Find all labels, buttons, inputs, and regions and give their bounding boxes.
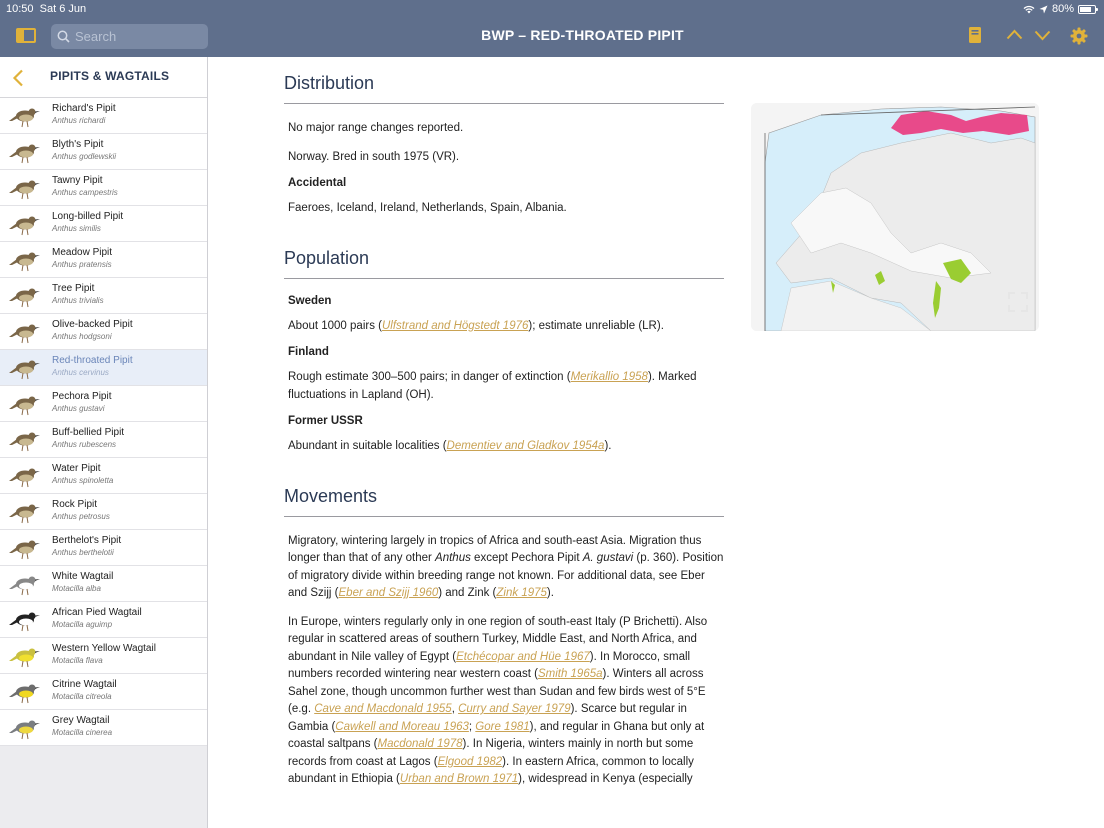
bird-thumbnail-icon [8,355,42,381]
sidebar-title: PIPITS & WAGTAILS [50,69,170,83]
subheading-finland: Finland [288,346,329,358]
species-common-name: Blyth's Pipit [52,139,104,150]
species-common-name: Buff-bellied Pipit [52,427,125,438]
population-section [284,248,724,456]
species-item[interactable] [0,206,207,242]
bird-thumbnail-icon [8,211,42,237]
bird-thumbnail-icon [8,283,42,309]
bird-thumbnail-icon [8,319,42,345]
reference-link[interactable]: Zink 1975 [496,587,547,599]
reference-link[interactable]: Ulfstrand and Högstedt 1976 [381,319,529,332]
paragraph: Faeroes, Iceland, Ireland, Netherlands, Spain, Albania. [288,202,567,214]
species-item[interactable] [0,314,207,350]
paragraph: In Europe, winters regularly only in one region of south-east Italy (P Brichetti). Also regular in scattered areas of southern Turkey, Middle East, and North Africa, and abundant in Nile valley of Egypt (Etchécopar and Hüe 1967). In Morocco, small numbers recorded wintering near western coast (Smith 1965a). Winters all across Sahel zone, though uncommon further west than Sudan and few birds west of 5°E (e.g. Cave and Macdonald 1955, Curry and Sayer 1979). Scarce but regular in Gambia (Cawkell and Moreau 1963; Gore 1981), and regular in Ghana but only at coastal saltpans (Macdonald 1978). In Nigeria, winters mainly in north but some records from coast at Lagos (Elgood 1982). In eastern Africa, common to locally abundant in Ethiopia (Urban and Brown 1971), widespread in Kenya (especially [288,615,708,785]
species-latin-name: Anthus berthelotii [52,548,114,557]
movements-section [284,486,724,789]
species-common-name: Water Pipit [52,463,101,474]
search-icon [57,30,70,43]
species-latin-name: Motacilla citreola [52,692,112,701]
reference-link[interactable]: Gore 1981 [475,720,530,733]
species-item[interactable] [0,638,207,674]
species-item[interactable] [0,98,207,134]
location-icon [1039,5,1048,14]
top-bar [0,0,1104,57]
bird-thumbnail-icon [8,139,42,165]
species-item[interactable] [0,674,207,710]
article [284,73,724,819]
species-common-name: Berthelot's Pipit [52,535,122,546]
species-latin-name: Anthus godlewskii [52,152,117,161]
species-common-name: Tree Pipit [52,283,95,294]
species-item[interactable] [0,710,207,746]
battery-icon [1078,5,1096,14]
book-icon[interactable] [968,26,982,44]
species-common-name: White Wagtail [52,571,114,582]
species-latin-name: Anthus rubescens [52,440,117,449]
species-common-name: Long-billed Pipit [52,211,124,222]
main-content [209,57,1104,828]
reference-link[interactable]: Macdonald 1978 [377,738,463,750]
bird-thumbnail-icon [8,607,42,633]
species-item[interactable] [0,566,207,602]
subheading-sweden: Sweden [288,294,332,307]
species-common-name: Pechora Pipit [52,391,112,402]
paragraph: No major range changes reported. [288,122,464,134]
bird-thumbnail-icon [8,391,42,417]
movements-heading: Movements [284,486,724,517]
species-latin-name: Motacilla aguimp [52,620,113,629]
species-item[interactable] [0,242,207,278]
species-common-name: Western Yellow Wagtail [52,643,156,654]
species-item[interactable] [0,350,207,386]
back-chevron-icon[interactable] [12,69,24,87]
paragraph: Abundant in suitable localities (Dementiev and Gladkov 1954a). [288,440,612,452]
species-latin-name: Anthus trivialis [52,296,104,305]
bird-thumbnail-icon [8,715,42,741]
species-item[interactable] [0,530,207,566]
distribution-section [284,73,724,218]
chevron-down-icon[interactable] [1034,30,1051,41]
species-latin-name: Anthus similis [52,224,101,233]
bird-thumbnail-icon [8,643,42,669]
species-common-name: African Pied Wagtail [52,607,142,618]
bird-thumbnail-icon [8,247,42,273]
reference-link[interactable]: Dementiev and Gladkov 1954a [446,440,605,452]
species-common-name: Olive-backed Pipit [52,319,133,330]
species-latin-name: Anthus petrosus [52,512,110,521]
species-item[interactable] [0,602,207,638]
species-common-name: Red-throated Pipit [52,355,133,366]
bird-thumbnail-icon [8,175,42,201]
range-map[interactable] [751,103,1039,331]
species-latin-name: Motacilla alba [52,584,101,593]
bird-thumbnail-icon [8,535,42,561]
species-latin-name: Anthus hodgsoni [52,332,112,341]
species-list [0,98,207,746]
species-latin-name: Anthus campestris [52,188,118,197]
reference-link[interactable]: Curry and Sayer 1979 [458,703,571,715]
reference-link[interactable]: Etchécopar and Hüe 1967 [456,650,590,663]
status-time: 10:50 Sat 6 Jun [6,3,87,15]
search-input[interactable] [75,29,195,44]
reference-link[interactable]: Elgood 1982 [437,755,503,768]
species-common-name: Tawny Pipit [52,175,103,186]
sidebar-header [0,57,207,98]
species-latin-name: Motacilla flava [52,656,103,665]
status-indicators [1023,3,1096,15]
species-item[interactable] [0,170,207,206]
reference-link[interactable]: Smith 1965a [537,668,603,680]
bird-thumbnail-icon [8,463,42,489]
population-heading: Population [284,248,724,279]
bird-thumbnail-icon [8,679,42,705]
sidebar-toggle-icon[interactable] [16,28,36,43]
wifi-icon [1023,5,1035,14]
paragraph: About 1000 pairs (Ulfstrand and Högstedt 1976); estimate unreliable (LR). [288,319,664,332]
subheading-accidental: Accidental [288,177,347,189]
range-map-image [751,103,1039,331]
species-latin-name: Anthus cervinus [52,368,109,377]
battery-level [1080,7,1091,12]
reference-link[interactable]: Cawkell and Moreau 1963 [335,720,469,733]
paragraph: Migratory, wintering largely in tropics of Africa and south-east Asia. Migration thus longer than that of any other Anthus except Pechora Pipit A. gustavi (p. 360). Position of migratory divide within breeding range not known. For additional data, see Eber and Szijj (Eber and Szijj 1960) and Zink (Zink 1975). [288,534,724,599]
species-item[interactable] [0,458,207,494]
distribution-heading: Distribution [284,73,724,104]
bird-thumbnail-icon [8,571,42,597]
species-item[interactable] [0,422,207,458]
species-latin-name: Anthus spinoletta [52,476,114,485]
species-item[interactable] [0,134,207,170]
bird-thumbnail-icon [8,103,42,129]
species-latin-name: Anthus gustavi [52,404,105,413]
species-item[interactable] [0,386,207,422]
species-item[interactable] [0,494,207,530]
reference-link[interactable]: Eber and Szijj 1960 [338,587,439,599]
sidebar [0,57,208,828]
species-item[interactable] [0,278,207,314]
bird-thumbnail-icon [8,499,42,525]
page-title: BWP – RED-THROATED PIPIT [481,27,684,43]
search-field[interactable] [51,24,208,49]
reference-link[interactable]: Urban and Brown 1971 [399,773,519,785]
chevron-up-icon[interactable] [1006,29,1023,40]
species-common-name: Rock Pipit [52,499,98,510]
species-common-name: Grey Wagtail [52,715,110,726]
species-common-name: Citrine Wagtail [52,679,117,690]
species-common-name: Meadow Pipit [52,247,113,258]
subheading-former-ussr: Former USSR [288,415,363,427]
species-latin-name: Anthus richardi [52,116,106,125]
battery-percent: 80% [1051,3,1074,15]
species-common-name: Richard's Pipit [52,103,116,114]
species-latin-name: Motacilla cinerea [52,728,113,737]
gear-icon[interactable] [1070,27,1088,45]
species-latin-name: Anthus pratensis [52,260,112,269]
paragraph: Norway. Bred in south 1975 (VR). [288,150,460,163]
paragraph: Rough estimate 300–500 pairs; in danger of extinction (Merikallio 1958). Marked fluctuations in Lapland (OH). [288,371,697,401]
reference-link[interactable]: Merikallio 1958 [570,371,648,383]
reference-link[interactable]: Cave and Macdonald 1955 [314,703,452,715]
bird-thumbnail-icon [8,427,42,453]
